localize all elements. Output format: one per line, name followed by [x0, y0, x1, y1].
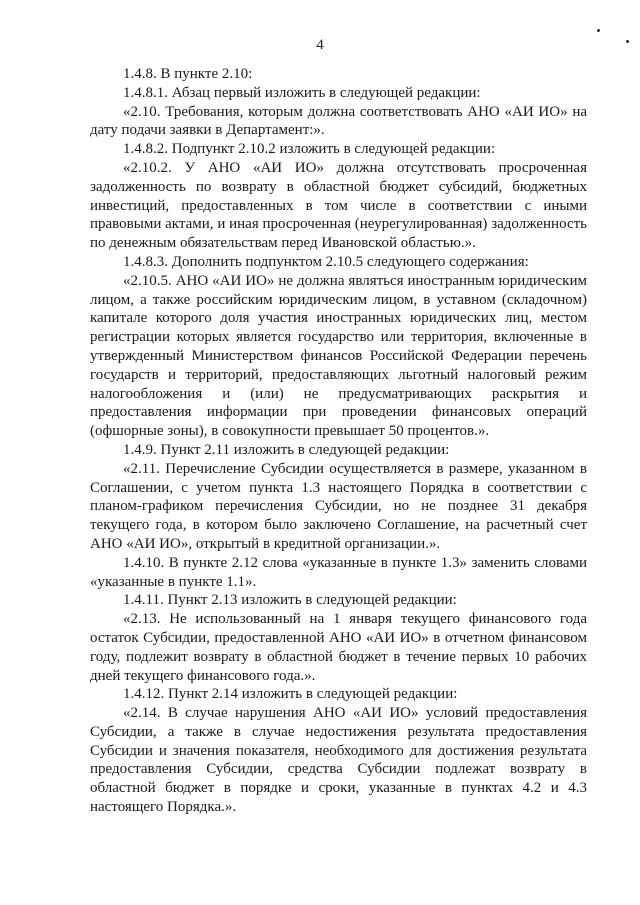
- paragraph: «2.10.2. У АНО «АИ ИО» должна отсутствовать просроченная задолженность по возврату в областной бюджет субсидий, бюджетных инвестиций, предоставленных в том числе в соответствии с иными правовыми актами, и иная просроченная (неурегулированная) задолженность по денежным обязательствам перед Ивановской областью.».: [90, 159, 587, 252]
- document-body: [90, 65, 587, 817]
- paragraph: 1.4.10. В пункте 2.12 слова «указанные в пункте 1.3» заменить словами «указанные в пункте 1.1».: [90, 554, 587, 590]
- paragraph: 1.4.12. Пункт 2.14 изложить в следующей редакции:: [123, 686, 458, 703]
- page-number: 4: [316, 37, 324, 53]
- paragraph: «2.13. Не использованный на 1 января текущего финансового года остаток Субсидии, предоставленной АНО «АИ ИО» в отчетном финансовом году, подлежит возврату в областной бюджет в течение первых 10 рабочих дней текущего финансового года.».: [90, 611, 587, 684]
- paragraph: 1.4.8.3. Дополнить подпунктом 2.10.5 следующего содержания:: [123, 253, 529, 270]
- paragraph: «2.10.5. АНО «АИ ИО» не должна являться иностранным юридическим лицом, а также российским юридическим лицом, в уставном (складочном) капитале которого доля участия иностранных юридических лиц, местом регистрации которых является государство или территория, включенные в утвержденный Министерством финансов Российской Федерации перечень государств и территорий, предоставляющих льготный налоговый режим налогообложения и (или) не предусматривающих раскрытия и предоставления информации при проведении финансовых операций (офшорные зоны), в совокупности превышает 50 процентов.».: [90, 272, 587, 440]
- scan-speck: [597, 29, 600, 32]
- paragraph: 1.4.8. В пункте 2.10:: [123, 66, 253, 82]
- paragraph: «2.11. Перечисление Субсидии осуществляется в размере, указанном в Соглашении, с учетом пункта 1.3 настоящего Порядка в соответствии с планом-графиком перечисления Субсидии, но не позднее 31 декабря текущего года, в котором было заключено Соглашение, на расчетный счет АНО «АИ ИО», открытый в кредитной организации.».: [90, 460, 587, 552]
- paragraph: «2.14. В случае нарушения АНО «АИ ИО» условий предоставления Субсидии, а также в случае недостижения результата предоставления Субсидии и значения показателя, необходимого для достижения результата предоставления Субсидии, средства Субсидии подлежат возврату в областной бюджет в порядке и сроки, указанные в пунктах 4.2 и 4.3 настоящего Порядка.».: [90, 705, 587, 816]
- paragraph: 1.4.9. Пункт 2.11 изложить в следующей редакции:: [123, 441, 450, 458]
- paragraph: «2.10. Требования, которым должна соответствовать АНО «АИ ИО» на дату подачи заявки в Департамент:».: [90, 103, 587, 139]
- paragraph: 1.4.8.1. Абзац первый изложить в следующей редакции:: [123, 84, 481, 101]
- paragraph: 1.4.11. Пункт 2.13 изложить в следующей редакции:: [123, 592, 457, 609]
- paragraph: 1.4.8.2. Подпункт 2.10.2 изложить в следующей редакции:: [123, 141, 496, 158]
